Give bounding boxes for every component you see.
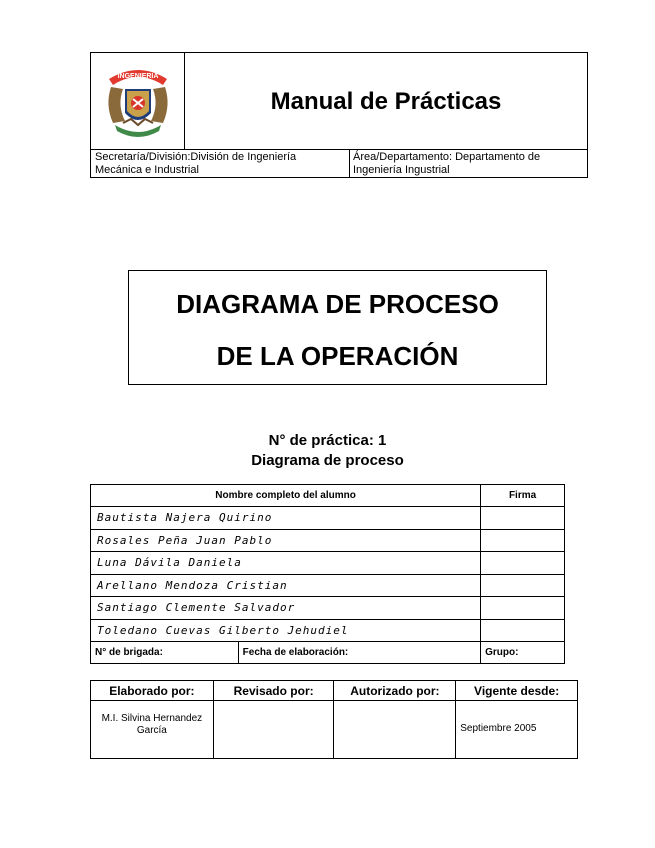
svg-text:INGENIERIA: INGENIERIA — [117, 73, 159, 80]
header-info-row — [91, 149, 587, 177]
signature-cell — [481, 574, 565, 597]
students-table — [90, 484, 565, 664]
autorizado-value — [334, 701, 456, 759]
signature-cell — [481, 597, 565, 620]
table-row — [91, 619, 565, 642]
student-name: Bautista Najera Quirino — [91, 507, 481, 530]
approval-row — [91, 701, 578, 759]
signature-cell — [481, 619, 565, 642]
signature-cell — [481, 529, 565, 552]
title-cell — [185, 53, 587, 149]
signature-cell — [481, 507, 565, 530]
col-sign-header: Firma — [481, 485, 565, 507]
vigente-value: Septiembre 2005 — [456, 701, 578, 759]
signature-cell — [481, 552, 565, 575]
practice-number: N° de práctica: 1 — [268, 432, 387, 449]
col-name-header: Nombre completo del alumno — [91, 485, 481, 507]
table-row — [91, 597, 565, 620]
revisado-value — [213, 701, 334, 759]
unam-engineering-logo — [103, 63, 173, 141]
fecha-label: Fecha de elaboración: — [238, 642, 480, 664]
students-header-row — [91, 485, 565, 507]
secretaria-division: Secretaría/División:División de Ingeniería Mecánica e Industrial — [91, 150, 350, 178]
main-title-line2: DE LA OPERACIÓN — [216, 341, 459, 371]
table-row — [91, 507, 565, 530]
table-row — [91, 574, 565, 597]
student-name: Toledano Cuevas Gilberto Jehudiel — [91, 619, 481, 642]
approval-header-row — [91, 681, 578, 701]
manual-title: Manual de Prácticas — [270, 88, 502, 115]
table-row — [91, 529, 565, 552]
logo-cell — [91, 53, 185, 149]
revisado-header: Revisado por: — [213, 681, 334, 701]
student-name: Luna Dávila Daniela — [91, 552, 481, 575]
student-name: Rosales Peña Juan Pablo — [91, 529, 481, 552]
brigada-label: N° de brigada: — [91, 642, 239, 664]
elaborado-header: Elaborado por: — [91, 681, 214, 701]
vigente-header: Vigente desde: — [456, 681, 578, 701]
grupo-label: Grupo: — [481, 642, 565, 664]
elaborado-value: M.I. Silvina Hernandez García — [91, 701, 214, 759]
student-name: Santiago Clemente Salvador — [91, 597, 481, 620]
table-row — [91, 552, 565, 575]
autorizado-header: Autorizado por: — [334, 681, 456, 701]
main-title-box — [128, 270, 547, 385]
main-title-line1: DIAGRAMA DE PROCESO — [176, 289, 499, 319]
document-header — [90, 52, 588, 178]
area-departamento: Área/Departamento: Departamento de Ingeniería Ingustrial — [353, 151, 541, 176]
approval-table — [90, 680, 578, 759]
student-name: Arellano Mendoza Cristian — [91, 574, 481, 597]
students-footer-row — [91, 642, 565, 664]
practice-name: Diagrama de proceso — [251, 452, 404, 469]
